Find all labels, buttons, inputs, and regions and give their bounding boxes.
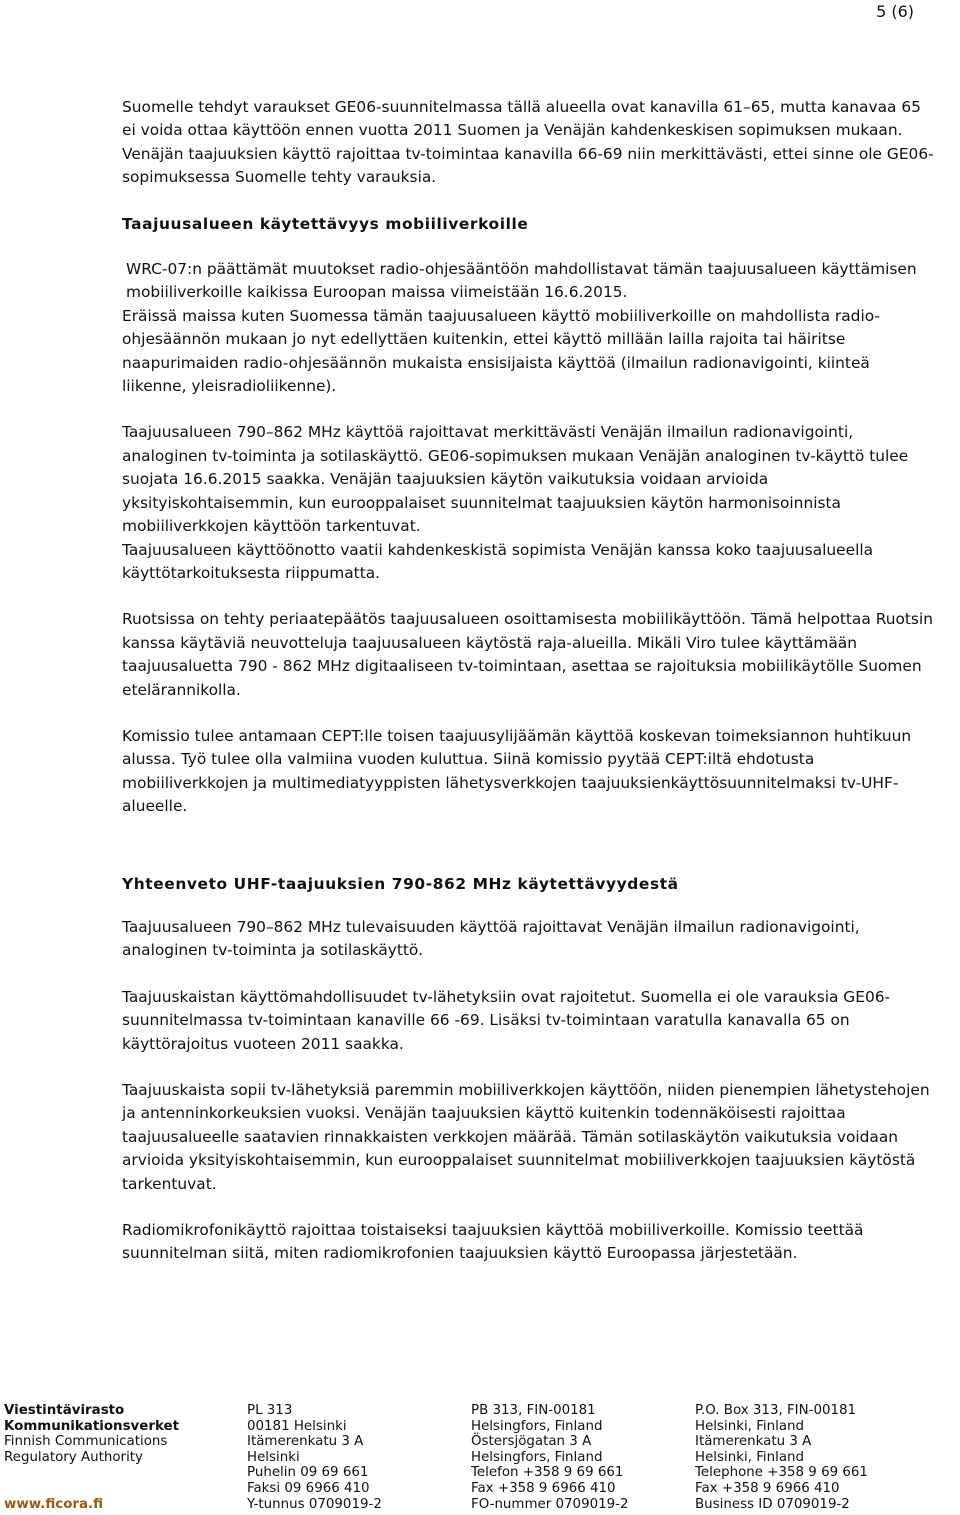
footer-address-line: Helsingfors, Finland (471, 1449, 603, 1465)
footer-column-finnish-address (247, 1403, 471, 1512)
paragraph-wrc07: WRC-07:n päättämät muutokset radio-ohjesääntöön mahdollistavat tämän taajuusalueen käyttämisen mobiiliverkoille kaikissa Euroopan maissa viimeistään 16.6.2015. (126, 260, 917, 302)
footer-column-swedish-address (471, 1403, 695, 1512)
footer-fax: Fax +358 9 6966 410 (471, 1480, 616, 1496)
intro-paragraph: Suomelle tehdyt varaukset GE06-suunnitelmassa tällä alueella ovat kanavilla 61–65, mutta kanavaa 65 ei voida ottaa käyttöön ennen vuotta 2011 Suomen ja Venäjän kahdenkeskisen sopimuksen mukaan. Venäjän taajuuksien käyttö rajoittaa tv-toimintaa kanavilla 66-69 niin merkittävästi, ettei sinne ole GE06-sopimuksessa Suomelle tehty varauksia. (122, 98, 934, 187)
footer-address-line: Helsinki, Finland (695, 1418, 805, 1434)
footer-address-line: Itämerenkatu 3 A (247, 1434, 364, 1450)
footer-business-id: Business ID 0709019-2 (695, 1496, 850, 1512)
footer-phone: Puhelin 09 69 661 (247, 1465, 369, 1481)
footer-address-line: P.O. Box 313, FIN-00181 (695, 1403, 857, 1418)
footer-business-id: Y-tunnus 0709019-2 (247, 1496, 382, 1512)
footer-address-line: Helsingfors, Finland (471, 1418, 603, 1434)
document-body (122, 96, 934, 1289)
summary-paragraph-3: Taajuuskaista sopii tv-lähetyksiä paremmin mobiiliverkkojen käyttöön, niiden pienempien lähetystehojen ja antenninkorkeuksien vuoksi. Venäjän taajuuksien käyttö kuitenkin todennäköisesti rajoittaa taajuusalueelle saatavien rinnakkaisten verkkojen määrää. Tämän sotilaskäytön vaikutuksia voidaan arvioida yksityiskohtaisemmin, kun eurooppalaiset suunnitelmat mobiiliverkkojen taajuuksien käytöstä tarkentuvat. (122, 1081, 930, 1193)
footer-column-organization (4, 1403, 247, 1512)
footer-address-line: Helsinki, Finland (695, 1449, 805, 1465)
footer-org-english-2: Regulatory Authority (4, 1449, 143, 1465)
page-number: 5 (6) (876, 2, 914, 21)
footer-fax: Faksi 09 6966 410 (247, 1480, 370, 1496)
footer-address-line: Helsinki (247, 1449, 300, 1465)
footer-address-line: PL 313 (247, 1403, 293, 1418)
footer-website-link[interactable]: www.ficora.fi (4, 1496, 104, 1512)
footer-address-line: Östersjögatan 3 A (471, 1434, 592, 1450)
paragraph-bilateral-agreement: Taajuusalueen käyttöönotto vaatii kahdenkeskistä sopimista Venäjän kanssa koko taajuusalueella käyttötarkoituksesta riippumatta. (122, 540, 874, 582)
footer-org-english-1: Finnish Communications (4, 1434, 168, 1450)
footer-phone: Telephone +358 9 69 661 (695, 1465, 868, 1481)
page-footer (4, 1403, 944, 1512)
footer-org-swedish: Kommunikationsverket (4, 1418, 179, 1434)
footer-fax: Fax +358 9 6966 410 (695, 1480, 840, 1496)
footer-address-line: Itämerenkatu 3 A (695, 1434, 812, 1450)
section-heading-summary: Yhteenveto UHF-taajuuksien 790-862 MHz käytettävyydestä (122, 874, 679, 893)
summary-paragraph-1: Taajuusalueen 790–862 MHz tulevaisuuden käyttöä rajoittavat Venäjän ilmailun radionavigointi, analoginen tv-toiminta ja sotilaskäyttö. (122, 917, 860, 960)
footer-address-line: PB 313, FIN-00181 (471, 1403, 596, 1418)
summary-paragraph-4: Radiomikrofonikäyttö rajoittaa toistaiseksi taajuuksien käyttöä mobiiliverkoille. Komissio teettää suunnitelman siitä, miten radiomikrofonien taajuuksien käyttö Euroopassa järjestetään. (122, 1221, 864, 1263)
paragraph-some-countries: Eräissä maissa kuten Suomessa tämän taajuusalueen käyttö mobiiliverkoille on mahdollista radio-ohjesäännön mukaan jo nyt edellyttäen kuitenkin, ettei käyttö millään lailla rajoita tai häiritse naapurimaiden radio-ohjesäännön mukaista ensisijaista käyttöä (ilmailun radionavigointi, kiinteä liikenne, yleisradioliikenne). (122, 306, 880, 396)
paragraph-restrictions: Taajuusalueen 790–862 MHz käyttöä rajoittavat merkittävästi Venäjän ilmailun radionavigointi, analoginen tv-toiminta ja sotilaskäyttö. GE06-sopimuksen mukaan Venäjän analoginen tv-käyttö tulee suojata 16.6.2015 saakka. Venäjän taajuuksien käytön vaikutuksia voidaan arvioida yksityiskohtaisemmin, kun eurooppalaiset suunnitelmat taajuuksien käytön harmonisoinnista mobiiliverkkojen käyttöön tarkentuvat. (122, 423, 909, 536)
summary-paragraph-2: Taajuuskaistan käyttömahdollisuudet tv-lähetyksiin ovat rajoitetut. Suomella ei ole varauksia GE06-suunnitelmassa tv-toimintaan kanaville 66 -69. Lisäksi tv-toimintaan varatulla kanavalla 65 on käyttörajoitus vuoteen 2011 saakka. (122, 987, 891, 1053)
section-heading-mobile-usability: Taajuusalueen käytettävyys mobiiliverkoille (122, 214, 529, 233)
footer-org-finnish: Viestintävirasto (4, 1403, 125, 1418)
footer-column-english-address (695, 1403, 919, 1512)
footer-address-line: 00181 Helsinki (247, 1418, 347, 1434)
footer-phone: Telefon +358 9 69 661 (471, 1465, 624, 1481)
paragraph-commission: Komissio tulee antamaan CEPT:lle toisen taajuusylijäämän käyttöä koskevan toimeksiannon huhtikuun alussa. Työ tulee olla valmiina vuoden kuluttua. Siinä komissio pyytää CEPT:iltä ehdotusta mobiiliverkkojen ja multimediatyyppisten lähetysverkkojen taajuuksienkäyttösuunnitelmaksi tv-UHF-alueelle. (122, 726, 912, 816)
paragraph-sweden: Ruotsissa on tehty periaatepäätös taajuusalueen osoittamisesta mobiilikäyttöön. Tämä helpottaa Ruotsin kanssa käytäviä neuvotteluja taajuusalueen käytöstä raja-alueilla. Mikäli Viro tulee käyttämään taajuusaluetta 790 - 862 MHz digitaaliseen tv-toimintaan, asettaa se rajoituksia mobiilikäytölle Suomen etelärannikolla. (122, 610, 933, 699)
footer-business-id: FO-nummer 0709019-2 (471, 1496, 629, 1512)
